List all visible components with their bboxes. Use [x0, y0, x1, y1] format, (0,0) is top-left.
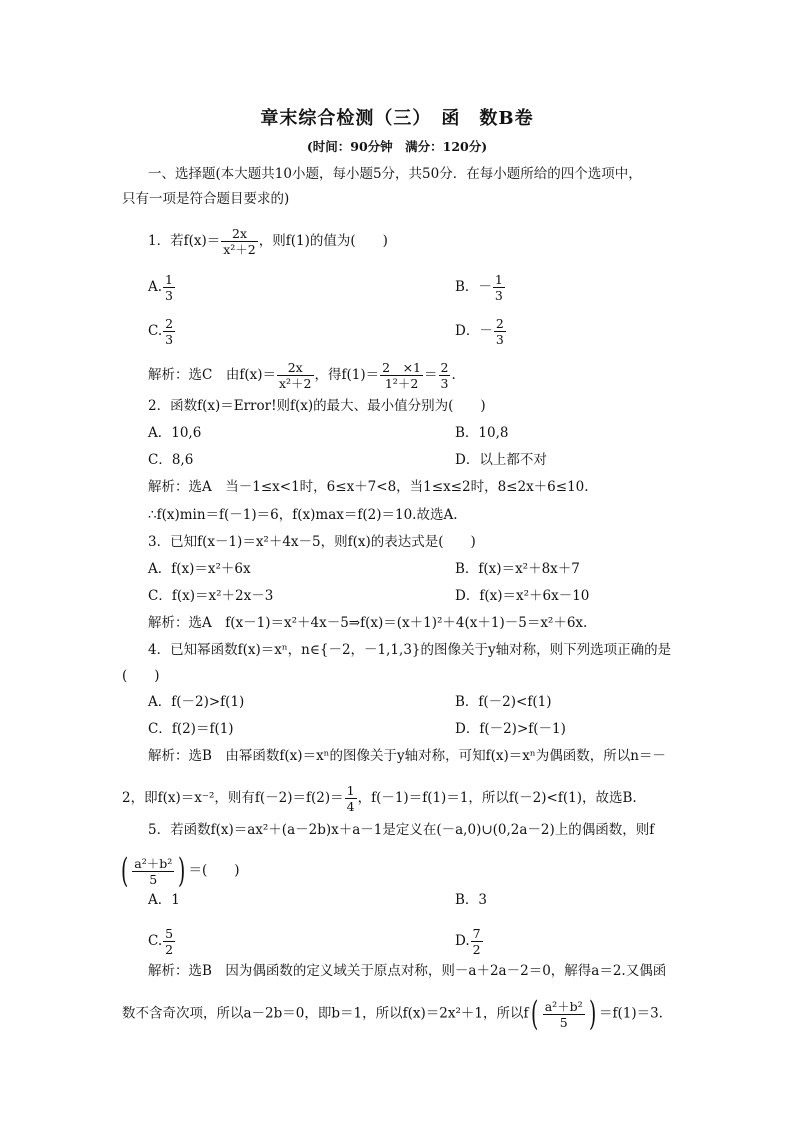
q1-stem: 1．若f(x)＝ $\frac{2x}{\text{x²＋2}}$ ，则f(1)的值为( ) — [148, 226, 388, 257]
q3-option-d: D．f(x)＝x²＋6x－10 — [455, 588, 590, 604]
q4-stem-line-2: ( ) — [122, 668, 160, 684]
q3-answer: 解析：选A f(x－1)＝x²＋4x－5⇒f(x)＝(x＋1)²＋4(x＋1)－5＝x²＋6x. — [148, 615, 588, 631]
q5-option-d: D. $\frac{7}{2}$ — [455, 926, 481, 957]
q1-option-c: C. $\frac{2}{3}$ — [148, 316, 174, 347]
q1-fraction: $\frac{2x}{\text{x²＋2}}$ — [223, 226, 256, 257]
q1-option-b: B．－ $\frac{1}{3}$ — [455, 272, 503, 303]
page-title: 章末综合检测（三） 函 数B卷 — [260, 108, 534, 129]
q1-option-a: A. $\frac{1}{3}$ — [148, 272, 173, 303]
q4-answer-line-2: 2，即f(x)＝x⁻²，则有f(－2)＝f(2)＝ $\frac{1}{4}$ ，f(－1)＝f(1)＝1，所以f(－2)<f(1)，故选B. — [122, 783, 637, 814]
q2-option-b: B．10,8 — [455, 425, 509, 441]
section-heading-line-2: 只有一项是符合题目要求的) — [122, 191, 290, 207]
q3-option-c: C．f(x)＝x²＋2x－3 — [148, 588, 274, 604]
q2-option-a: A．10,6 — [148, 425, 202, 441]
q3-option-b: B．f(x)＝x²＋8x＋7 — [455, 561, 580, 577]
q2-answer-line-2: ∴f(x)min＝f(－1)＝6，f(x)max＝f(2)＝10.故选A. — [148, 507, 458, 523]
q5-option-a: A．1 — [148, 892, 180, 908]
q2-option-c: C．8,6 — [148, 452, 194, 468]
q2-answer-line-1: 解析：选A 当－1≤x<1时，6≤x＋7<8，当1≤x≤2时，8≤2x＋6≤10. — [148, 479, 589, 495]
q5-answer-line-1: 解析：选B 因为偶函数的定义域关于原点对称，则－a＋2a－2＝0，解得a＝2.又偶函 — [148, 963, 667, 979]
q5-option-b: B．3 — [455, 892, 488, 908]
section-heading-line-1: 一、选择题(本大题共10小题，每小题5分，共50分．在每小题所给的四个选项中， — [148, 166, 642, 182]
q4-stem-line-1: 4．已知幂函数f(x)＝xⁿ，n∈{－2，－1,1,3}的图像关于y轴对称，则下列选项正确的是 — [148, 642, 672, 658]
q5-option-c: C. $\frac{5}{2}$ — [148, 926, 174, 957]
q1-option-d: D．－ $\frac{2}{3}$ — [455, 316, 504, 347]
q5-answer-line-2: 数不含奇次项，所以a－2b＝0，即b＝1，所以f(x)＝2x²＋1，所以f( $\frac{\text{a²＋b²}}{5}$ ) ＝f(1)＝3. — [122, 994, 663, 1034]
q4-answer-line-1: 解析：选B 由幂函数f(x)＝xⁿ的图像关于y轴对称，可知f(x)＝xⁿ为偶函数，所以n＝－ — [148, 748, 666, 764]
q4-option-c: C．f(2)＝f(1) — [148, 721, 234, 737]
q3-option-a: A．f(x)＝x²＋6x — [148, 561, 251, 577]
q3-stem: 3．已知f(x－1)＝x²＋4x－5，则f(x)的表达式是( ) — [148, 534, 476, 550]
q2-option-d: D．以上都不对 — [455, 452, 547, 468]
q4-option-a: A．f(－2)>f(1) — [148, 694, 245, 710]
q4-option-b: B．f(－2)<f(1) — [455, 694, 552, 710]
q5-stem-line-1: 5．若函数f(x)＝ax²＋(a－2b)x＋a－1是定义在(－a,0)∪(0,2a－2)上的偶函数，则f — [148, 822, 655, 838]
page-subtitle: (时间：90分钟 满分：120分) — [306, 139, 488, 154]
q2-stem: 2．函数f(x)＝Error!则f(x)的最大、最小值分别为( ) — [148, 398, 486, 414]
q5-stem-line-2: ( $\frac{\text{a²＋b²}}{5}$ ) ＝( ) — [120, 851, 240, 891]
q1-answer: 解析：选C 由f(x)＝ $\frac{2x}{\text{x²＋2}}$ ，得f(1)＝ $\frac{2 \times 1}{\text{1²＋2}}$ ＝ $\frac{2}{3}$ . — [148, 360, 456, 391]
q4-option-d: D．f(－2)>f(－1) — [455, 721, 566, 737]
